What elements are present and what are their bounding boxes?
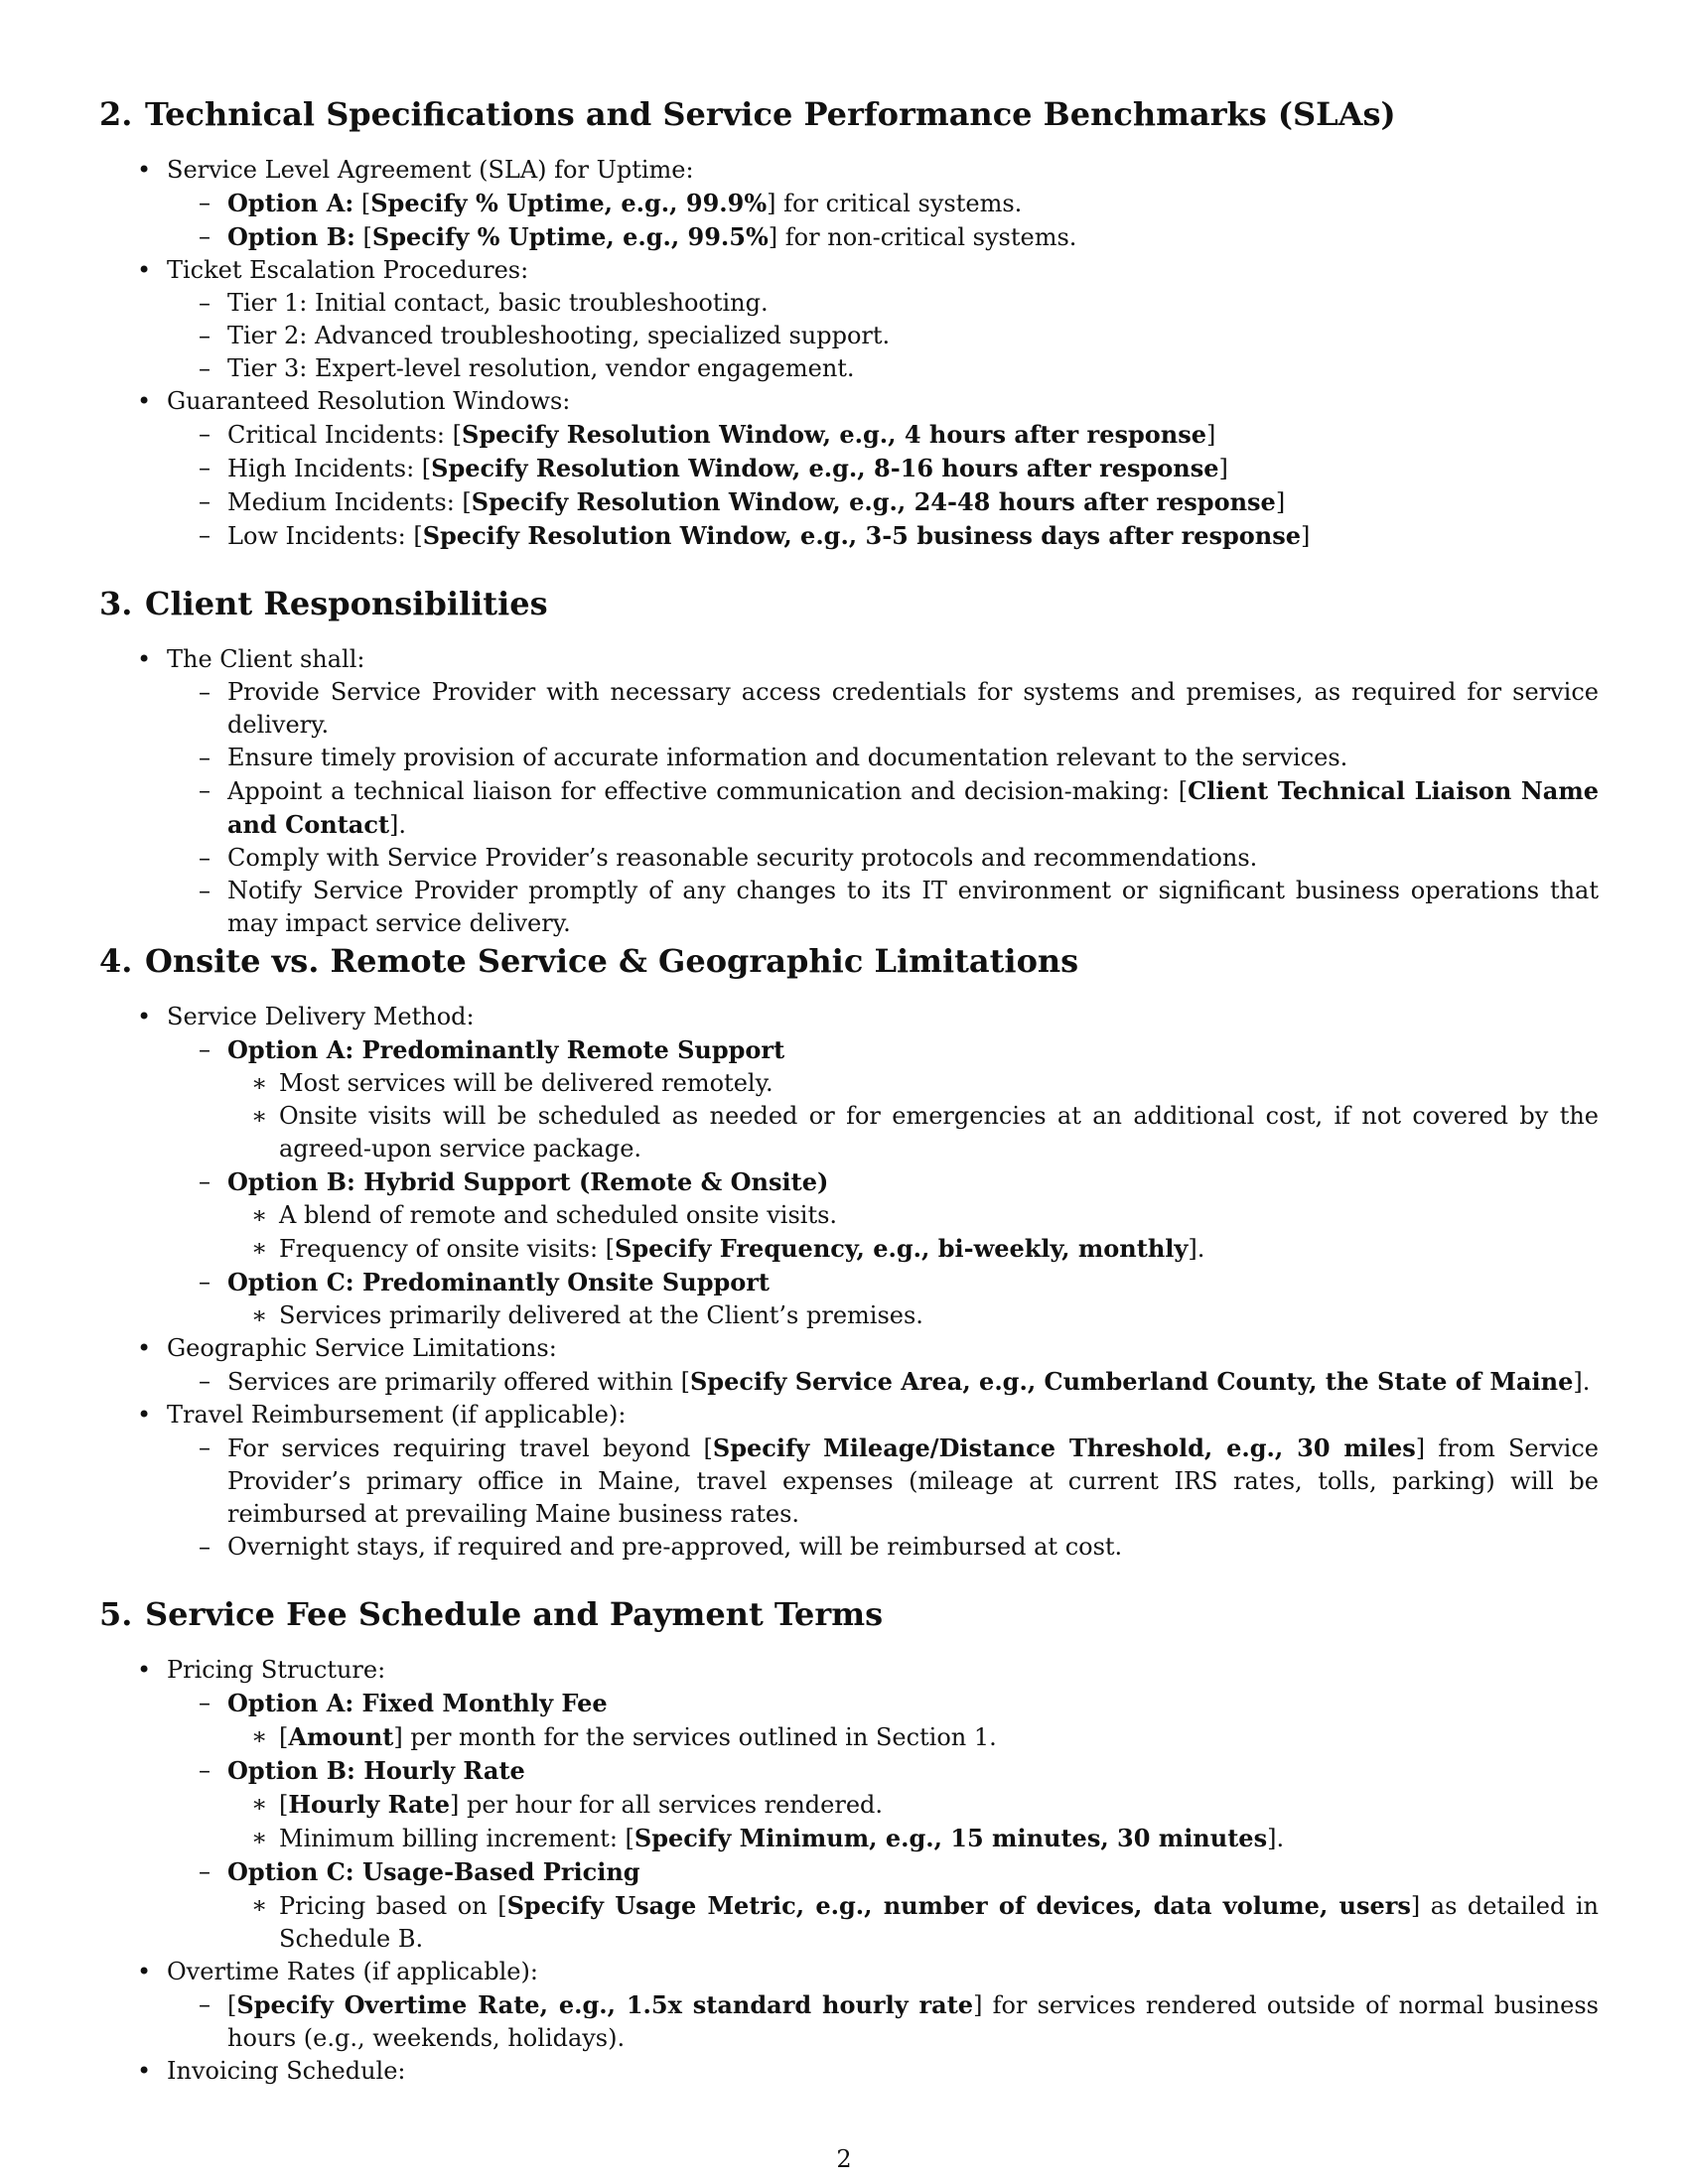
- section-title: Onsite vs. Remote Service & Geographic Limitations: [145, 942, 1079, 980]
- list-item: – Overnight stays, if required and pre-approved, will be reimbursed at cost.: [167, 1531, 1599, 1564]
- list-item: ∗ Frequency of onsite visits: [Specify Frequency, e.g., bi-weekly, monthly].: [227, 1232, 1599, 1266]
- list-item: • Geographic Service Limitations: – Services are primarily offered within [Specify Service Area, e.g., Cumberland County, the State of Maine].: [99, 1332, 1599, 1399]
- list-item: ∗ [Hourly Rate] per hour for all services rendered.: [227, 1788, 1599, 1822]
- page-number: 2: [836, 2145, 852, 2173]
- list-item: – Tier 3: Expert-level resolution, vendor engagement.: [167, 352, 1599, 385]
- list-item: • The Client shall: – Provide Service Provider with necessary access credentials for systems and premises, as required for service delivery. – Ensure timely provision of accurate information and documentation relevant to the services. – Appoint a technical liaison for effective communication and decision-making: [Client Technical Liaison Name and Contact]. – Comply with Service Provider’s reasonable security protocols and recommendations. – Notify Service Provider promptly of any changes to its IT environment or significant business operations that may impact service delivery.: [99, 643, 1599, 940]
- list-item: • Overtime Rates (if applicable): – [Specify Overtime Rate, e.g., 1.5x standard hourly rate] for services rendered outside of normal business hours (e.g., weekends, holidays).: [99, 1956, 1599, 2055]
- list-item: – Low Incidents: [Specify Resolution Window, e.g., 3-5 business days after response]: [167, 519, 1599, 553]
- list-item: – Option A: Predominantly Remote Support ∗ Most services will be delivered remotely. ∗ Onsite visits will be scheduled as needed or for emergencies at an additional cost, if not covered by the agreed-upon service package.: [167, 1033, 1599, 1165]
- list-item: – For services requiring travel beyond [Specify Mileage/Distance Threshold, e.g., 30 miles] from Service Provider’s primary office in Maine, travel expenses (mileage at current IRS rates, tolls, parking) will be reimbursed at prevailing Maine business rates.: [167, 1432, 1599, 1531]
- list-item: – Appoint a technical liaison for effective communication and decision-making: [Client Technical Liaison Name and Contact].: [167, 774, 1599, 842]
- list-item: – Comply with Service Provider’s reasonable security protocols and recommendations.: [167, 842, 1599, 875]
- list-item: – High Incidents: [Specify Resolution Window, e.g., 8-16 hours after response]: [167, 452, 1599, 485]
- section-4-heading: [99, 941, 1599, 981]
- section-title: Service Fee Schedule and Payment Terms: [145, 1595, 884, 1633]
- section-number: 3.: [99, 585, 133, 622]
- list-item: – Option A: Fixed Monthly Fee ∗ [Amount] per month for the services outlined in Section 1.: [167, 1687, 1599, 1754]
- list-item: – Option C: Predominantly Onsite Support ∗ Services primarily delivered at the Client’s premises.: [167, 1266, 1599, 1332]
- list-item: – Option B: [Specify % Uptime, e.g., 99.5%] for non-critical systems.: [167, 220, 1599, 254]
- list-item: – Option C: Usage-Based Pricing ∗ Pricing based on [Specify Usage Metric, e.g., number of devices, data volume, users] as detailed in Schedule B.: [167, 1855, 1599, 1956]
- list-item: – Notify Service Provider promptly of any changes to its IT environment or significant business operations that may impact service delivery.: [167, 875, 1599, 940]
- section-number: 4.: [99, 942, 133, 980]
- section-2-heading: [99, 94, 1599, 134]
- list-item: – Medium Incidents: [Specify Resolution Window, e.g., 24-48 hours after response]: [167, 485, 1599, 519]
- list-item: ∗ Pricing based on [Specify Usage Metric, e.g., number of devices, data volume, users] as detailed in Schedule B.: [227, 1889, 1599, 1956]
- list-item: ∗ A blend of remote and scheduled onsite visits.: [227, 1199, 1599, 1232]
- list-item: • Service Delivery Method: – Option A: Predominantly Remote Support ∗ Most services will be delivered remotely. ∗ Onsite visits will be scheduled as needed or for emergencies at an additional cost, if not covered by the agreed-upon service package. – Option B: Hybrid Support (Remote & Onsite) ∗ A blend of remote and scheduled onsite visits. ∗ Frequency of onsite visits: [Specify Frequency, e.g., bi-weekly, monthly]. – Option C: Predominantly Onsite Support ∗ Services primarily delivered at the Client’s premises.: [99, 1001, 1599, 1332]
- section-number: 2.: [99, 95, 133, 133]
- section-5: [99, 1594, 1599, 2088]
- list-item: • Guaranteed Resolution Windows: – Critical Incidents: [Specify Resolution Window, e.g., 4 hours after response] – High Incidents: [Specify Resolution Window, e.g., 8-16 hours after response] – Medium Incidents: [Specify Resolution Window, e.g., 24-48 hours after response] – Low Incidents: [Specify Resolution Window, e.g., 3-5 business days after response]: [99, 385, 1599, 553]
- list-item: – Provide Service Provider with necessary access credentials for systems and premises, as required for service delivery.: [167, 676, 1599, 742]
- list-item: – Option A: [Specify % Uptime, e.g., 99.9%] for critical systems.: [167, 187, 1599, 220]
- section-5-heading: [99, 1594, 1599, 1634]
- section-title: Technical Specifications and Service Performance Benchmarks (SLAs): [145, 95, 1396, 133]
- section-number: 5.: [99, 1595, 133, 1633]
- list-item: • Invoicing Schedule:: [99, 2055, 1599, 2088]
- list-item: – Tier 2: Advanced troubleshooting, specialized support.: [167, 320, 1599, 352]
- section-title: Client Responsibilities: [145, 585, 548, 622]
- list-item: – Tier 1: Initial contact, basic troubleshooting.: [167, 287, 1599, 320]
- list-item: • Pricing Structure: – Option A: Fixed Monthly Fee ∗ [Amount] per month for the services outlined in Section 1. – Option B: Hourly Rate ∗ [Hourly Rate] per hour for all services rendered. ∗ Minimum billing increment: [Specify Minimum, e.g., 15 minutes, 30 minutes]. – Option C: Usage-Based Pricing ∗ Pricing based on [Specify Usage Metric, e.g., number of devices, data volume, users] as detailed in Schedule B.: [99, 1654, 1599, 1956]
- list-item: – Services are primarily offered within [Specify Service Area, e.g., Cumberland County, the State of Maine].: [167, 1365, 1599, 1399]
- list-item: • Service Level Agreement (SLA) for Uptime: – Option A: [Specify % Uptime, e.g., 99.9%] for critical systems. – Option B: [Specify % Uptime, e.g., 99.5%] for non-critical systems.: [99, 154, 1599, 254]
- list-item: – Ensure timely provision of accurate information and documentation relevant to the services.: [167, 742, 1599, 774]
- section-3: [99, 584, 1599, 940]
- list-item: ∗ Services primarily delivered at the Client’s premises.: [227, 1299, 1599, 1332]
- list-item: • Ticket Escalation Procedures: – Tier 1: Initial contact, basic troubleshooting. – Tier 2: Advanced troubleshooting, specialized support. – Tier 3: Expert-level resolution, vendor engagement.: [99, 254, 1599, 385]
- section-4: [99, 941, 1599, 1564]
- list-item: • Travel Reimbursement (if applicable): – For services requiring travel beyond [Specify Mileage/Distance Threshold, e.g., 30 miles] from Service Provider’s primary office in Maine, travel expenses (mileage at current IRS rates, tolls, parking) will be reimbursed at prevailing Maine business rates. – Overnight stays, if required and pre-approved, will be reimbursed at cost.: [99, 1399, 1599, 1564]
- list-item: – [Specify Overtime Rate, e.g., 1.5x standard hourly rate] for services rendered outside of normal business hours (e.g., weekends, holidays).: [167, 1988, 1599, 2055]
- list-item: – Option B: Hybrid Support (Remote & Onsite) ∗ A blend of remote and scheduled onsite visits. ∗ Frequency of onsite visits: [Specify Frequency, e.g., bi-weekly, monthly].: [167, 1165, 1599, 1266]
- list-item: ∗ Minimum billing increment: [Specify Minimum, e.g., 15 minutes, 30 minutes].: [227, 1822, 1599, 1855]
- list-item: – Critical Incidents: [Specify Resolution Window, e.g., 4 hours after response]: [167, 418, 1599, 452]
- section-2: [99, 94, 1599, 553]
- list-item: ∗ Most services will be delivered remotely.: [227, 1067, 1599, 1100]
- list-item: – Option B: Hourly Rate ∗ [Hourly Rate] per hour for all services rendered. ∗ Minimum billing increment: [Specify Minimum, e.g., 15 minutes, 30 minutes].: [167, 1754, 1599, 1855]
- section-3-heading: [99, 584, 1599, 623]
- list-item: ∗ [Amount] per month for the services outlined in Section 1.: [227, 1720, 1599, 1754]
- list-item: ∗ Onsite visits will be scheduled as needed or for emergencies at an additional cost, if not covered by the agreed-upon service package.: [227, 1100, 1599, 1165]
